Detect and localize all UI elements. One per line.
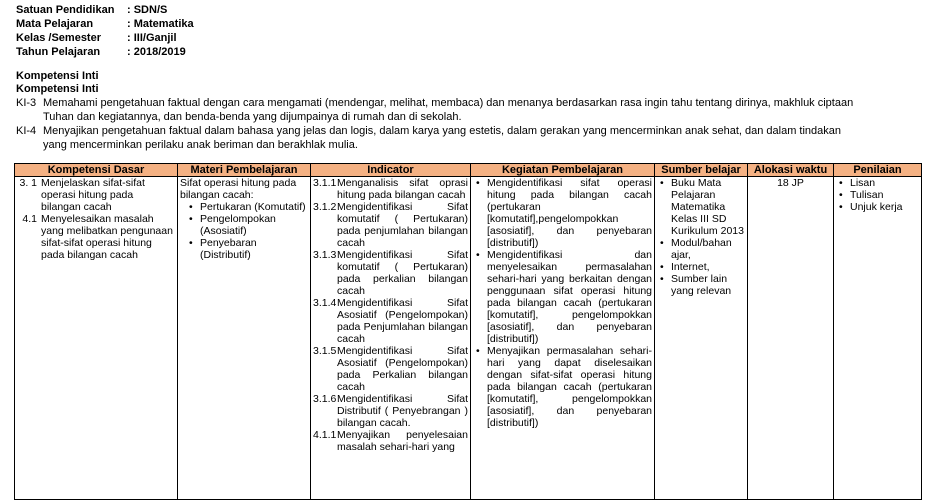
cell-alokasi: 18 JP	[748, 177, 834, 500]
indicator-number: 4.1.1	[313, 429, 337, 441]
identity-label: Mata Pelajaran	[16, 18, 94, 30]
materi-item: • Pertukaran (Komutatif)	[186, 201, 308, 213]
identity-value: : III/Ganjil	[127, 32, 177, 44]
indicator-text: Mengidentifikasi Sifat komutatif ( Pertukaran) pada penjumlahan bilangan cacah	[337, 201, 468, 249]
kegiatan-item: • Mengidentifikasi sifat operasi hitung pada bilangan cacah (pertukaran [komutatif],pengelompokkan [asosiatif], dan penyebaran [distributif])	[473, 177, 652, 249]
ki3-text: Memahami pengetahuan faktual dengan cara mengamati (mendengar, melihat, membaca) dan menanya berdasarkan rasa ingin tahu tentang dirinya, makhluk ciptaan	[43, 97, 854, 109]
identity-row	[16, 17, 194, 31]
kompetensi-inti-heading-2: Kompetensi Inti	[16, 83, 99, 95]
cell-sumber	[655, 177, 748, 500]
indicator-number: 3.1.5	[313, 345, 337, 357]
indicator-item	[313, 249, 468, 297]
ki4-paragraph	[16, 124, 922, 152]
indicator-item	[313, 345, 468, 393]
kd-text: Menjelaskan sifat-sifat operasi hitung pada bilangan cacah	[41, 177, 145, 213]
identity-block	[16, 3, 194, 59]
indicator-text: Menganalisis sifat oprasi hitung pada bilangan cacah	[337, 177, 468, 201]
indicator-number: 3.1.3	[313, 249, 337, 261]
identity-label: Kelas /Semester	[16, 32, 101, 44]
kd-number: 4.1	[22, 213, 37, 225]
ki4-label: KI-4	[16, 125, 37, 137]
col-header-materi: Materi Pembelajaran	[178, 164, 311, 177]
indicator-text: Mengidentifikasi Sifat Asosiatif (Pengelompokan) pada Penjumlahan bilangan cacah	[337, 297, 468, 345]
col-header-alokasi: Alokasi waktu	[748, 164, 834, 177]
identity-row	[16, 45, 194, 59]
indicator-item	[313, 201, 468, 249]
indicator-number: 3.1.2	[313, 201, 337, 213]
cell-kegiatan	[471, 177, 655, 500]
identity-row	[16, 31, 194, 45]
ki4-text: Menyajikan pengetahuan faktual dalam bahasa yang jelas dan logis, dalam karya yang estetis, dalam gerakan yang mencerminkan anak sehat, dan dalam tindakan	[43, 125, 841, 137]
sumber-item: • Sumber lain yang relevan	[657, 273, 745, 297]
cell-indicator	[311, 177, 471, 500]
sumber-item: • Modul/bahan ajar,	[657, 237, 745, 261]
indicator-item	[313, 429, 468, 453]
indicator-text: Mengidentifikasi Sifat Distributif ( Penyebrangan ) bilangan cacah.	[337, 393, 468, 429]
ki4-text-cont: yang mencerminkan perilaku anak beriman dan berakhlak mulia.	[43, 139, 358, 151]
kompetensi-inti-heading: Kompetensi Inti	[16, 70, 99, 82]
identity-value: : SDN/S	[127, 4, 168, 16]
ki3-text-cont: Tuhan dan kegiatannya, dan benda-benda yang dijumpainya di rumah dan di sekolah.	[43, 111, 462, 123]
identity-label: Tahun Pelajaran	[16, 46, 101, 58]
table-header-row	[15, 164, 922, 177]
col-header-indicator: Indicator	[311, 164, 471, 177]
table-row	[15, 177, 922, 500]
kd-text: Menyelesaikan masalah yang melibatkan pengunaan sifat-sifat operasi hitung pada bilangan cacah	[41, 213, 173, 261]
col-header-penilaian: Penilaian	[834, 164, 922, 177]
materi-item: • Penyebaran (Distributif)	[186, 237, 308, 261]
penilaian-item: • Unjuk kerja	[836, 201, 919, 213]
penilaian-item: • Lisan	[836, 177, 919, 189]
indicator-text: Mengidentifikasi Sifat Asosiatif (Pengelompokan) pada Perkalian bilangan cacah	[337, 345, 468, 393]
indicator-text: Menyajikan penyelesaian masalah sehari-hari yang	[337, 429, 468, 453]
penilaian-item: • Tulisan	[836, 189, 919, 201]
cell-materi	[178, 177, 311, 500]
identity-label: Satuan Pendidikan	[16, 4, 115, 16]
indicator-item	[313, 297, 468, 345]
kd-item	[17, 177, 175, 213]
identity-value: : Matematika	[127, 18, 194, 30]
sumber-item: • Internet,	[657, 261, 745, 273]
sumber-item: • Buku Mata Pelajaran Matematika Kelas III SD Kurikulum 2013	[657, 177, 745, 237]
col-header-kompetensi-dasar: Kompetensi Dasar	[15, 164, 178, 177]
cell-kompetensi-dasar	[15, 177, 178, 500]
materi-intro: Sifat operasi hitung pada bilangan cacah:	[180, 177, 297, 201]
indicator-number: 3.1.6	[313, 393, 337, 405]
col-header-kegiatan: Kegiatan Pembelajaran	[471, 164, 655, 177]
cell-penilaian	[834, 177, 922, 500]
ki3-paragraph	[16, 96, 922, 124]
indicator-number: 3.1.4	[313, 297, 337, 309]
kegiatan-item: • Mengidentifikasi dan menyelesaikan permasalahan sehari-hari yang berkaitan dengan penggunaan sifat operasi hitung pada bilangan cacah (pertukaran [komutatif], pengelompokkan [asosiatif], dan penyebaran [distributif])	[473, 249, 652, 345]
kegiatan-item: • Menyajikan permasalahan sehari-hari yang dapat diselesaikan dengan sifat-sifat operasi hitung pada bilangan cacah (pertukaran [komutatif], pengelompokkan [asosiatif], dan penyebaran [distributif])	[473, 345, 652, 429]
identity-row	[16, 3, 194, 17]
indicator-item	[313, 177, 468, 201]
kd-number: 3. 1	[19, 177, 37, 189]
silabus-table	[14, 163, 922, 500]
kd-item	[17, 213, 175, 261]
indicator-text: Mengidentifikasi Sifat komutatif ( Pertukaran) pada perkalian bilangan cacah	[337, 249, 468, 297]
ki3-label: KI-3	[16, 97, 37, 109]
indicator-item	[313, 393, 468, 429]
materi-item: • Pengelompokan (Asosiatif)	[186, 213, 308, 237]
col-header-sumber: Sumber belajar	[655, 164, 748, 177]
identity-value: : 2018/2019	[127, 46, 186, 58]
indicator-number: 3.1.1	[313, 177, 337, 189]
